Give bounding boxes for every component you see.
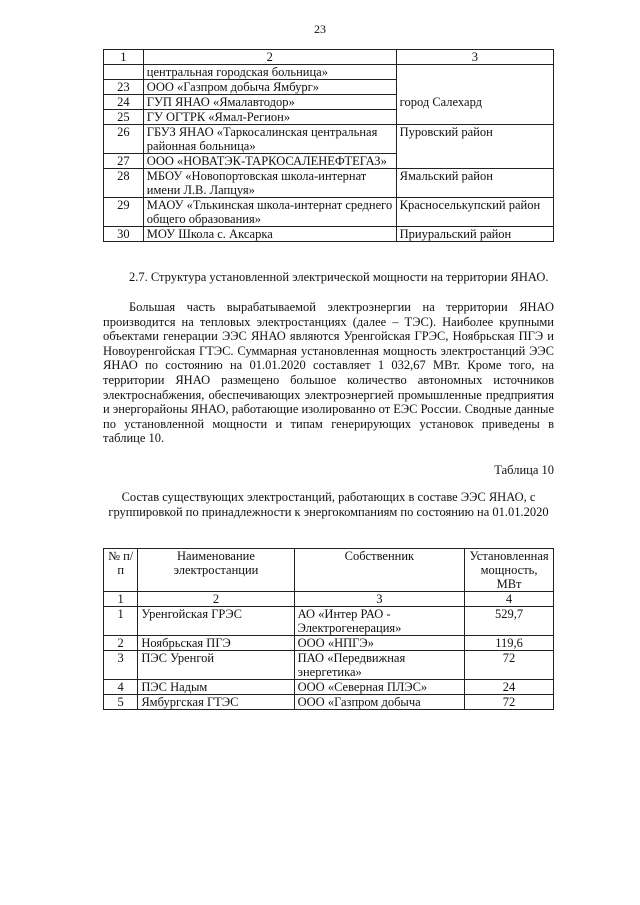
row-number: 4 (104, 680, 138, 695)
row-number: 2 (104, 636, 138, 651)
row-number: 5 (104, 695, 138, 710)
organization-name: ГУП ЯНАО «Ямалавтодор» (143, 95, 396, 110)
column-index: 1 (104, 592, 138, 607)
row-number: 27 (104, 154, 144, 169)
organization-name: ГУ ОГТРК «Ямал-Регион» (143, 110, 396, 125)
row-number: 1 (104, 607, 138, 636)
row-number: 3 (104, 651, 138, 680)
column-header: 2 (143, 50, 396, 65)
column-header: 1 (104, 50, 144, 65)
location-cell: Приуральский район (396, 227, 553, 242)
table-row (104, 65, 554, 80)
row-number: 28 (104, 169, 144, 198)
table-header-row (104, 549, 554, 592)
station-name: Ноябрьская ПГЭ (138, 636, 294, 651)
location-cell: Красноселькупский район (396, 198, 553, 227)
row-number: 25 (104, 110, 144, 125)
table-row (104, 680, 554, 695)
table-row (104, 198, 554, 227)
organization-name: МБОУ «Новопортовская школа-интернат имени Л.В. Лапцуя» (143, 169, 396, 198)
station-name: ПЭС Уренгой (138, 651, 294, 680)
table-row (104, 636, 554, 651)
body-paragraph: Большая часть вырабатываемой электроэнергии на территории ЯНАО производится на тепловых электростанциях (далее – ТЭС). Наиболее крупными объектами генерации ЭЭС ЯНАО являются Уренгойская ГРЭС, Ноябрьская ПГЭ и Новоуренгойская ГТЭС. Суммарная установленная мощность электростанций ЭЭС ЯНАО по состоянию на 01.01.2020 составляет 1 032,67 МВт. Кроме того, на территории ЯНАО размещено большое количество автономных источников электроснабжения, обеспечивающих электроэнергией промышленные предприятия и энергорайоны ЯНАО, работающие изолированно от ЕЭС России. Сводные данные по установленной мощности и типам генерирующих установок приведены в таблице 10. (103, 300, 554, 446)
table-row (104, 125, 554, 154)
row-number: 23 (104, 80, 144, 95)
table-row (104, 607, 554, 636)
organization-name: МАОУ «Тлькинская школа-интернат среднего общего образования» (143, 198, 396, 227)
organization-name: ООО «Газпром добыча Ямбург» (143, 80, 396, 95)
table-row (104, 227, 554, 242)
location-cell (396, 65, 553, 95)
table-label: Таблица 10 (494, 463, 554, 477)
row-number: 29 (104, 198, 144, 227)
organizations-table (103, 49, 554, 242)
column-header: 3 (396, 50, 553, 65)
owner-name: АО «Интер РАО - Электрогенерация» (294, 607, 464, 636)
row-number: 30 (104, 227, 144, 242)
station-name: Уренгойская ГРЭС (138, 607, 294, 636)
location-cell: город Салехард (396, 95, 553, 125)
owner-name: ООО «Газпром добыча (294, 695, 464, 710)
owner-name: ООО «Северная ПЛЭС» (294, 680, 464, 695)
row-number: 24 (104, 95, 144, 110)
installed-power: 119,6 (465, 636, 554, 651)
owner-name: ПАО «Передвижная энергетика» (294, 651, 464, 680)
table-header-row (104, 50, 554, 65)
station-name: Ямбургская ГТЭС (138, 695, 294, 710)
organization-name: МОУ Школа с. Аксарка (143, 227, 396, 242)
organization-name: ГБУЗ ЯНАО «Таркосалинская центральная районная больница» (143, 125, 396, 154)
station-name: ПЭС Надым (138, 680, 294, 695)
installed-power: 72 (465, 695, 554, 710)
column-index: 2 (138, 592, 294, 607)
table-caption: Состав существующих электростанций, работающих в составе ЭЭС ЯНАО, с группировкой по принадлежности к энергокомпаниям по состоянию на 01.01.2020 (108, 490, 549, 519)
row-number: 26 (104, 125, 144, 154)
column-index: 3 (294, 592, 464, 607)
owner-name: ООО «НПГЭ» (294, 636, 464, 651)
column-header: № п/п (104, 549, 138, 592)
location-cell: Пуровский район (396, 125, 553, 169)
table-row (104, 95, 554, 110)
organization-name: центральная городская больница» (143, 65, 396, 80)
column-header: Собственник (294, 549, 464, 592)
table-row (104, 695, 554, 710)
organization-name: ООО «НОВАТЭК-ТАРКОСАЛЕНЕФТЕГАЗ» (143, 154, 396, 169)
row-number (104, 65, 144, 80)
section-heading: 2.7. Структура установленной электрической мощности на территории ЯНАО. (129, 270, 549, 284)
column-index: 4 (465, 592, 554, 607)
page-number: 23 (314, 22, 326, 36)
column-header: Наименование электростанции (138, 549, 294, 592)
table-row (104, 651, 554, 680)
installed-power: 72 (465, 651, 554, 680)
location-cell: Ямальский район (396, 169, 553, 198)
table-row (104, 169, 554, 198)
column-index-row (104, 592, 554, 607)
installed-power: 24 (465, 680, 554, 695)
installed-power: 529,7 (465, 607, 554, 636)
column-header: Установленная мощность, МВт (465, 549, 554, 592)
power-stations-table (103, 548, 554, 710)
